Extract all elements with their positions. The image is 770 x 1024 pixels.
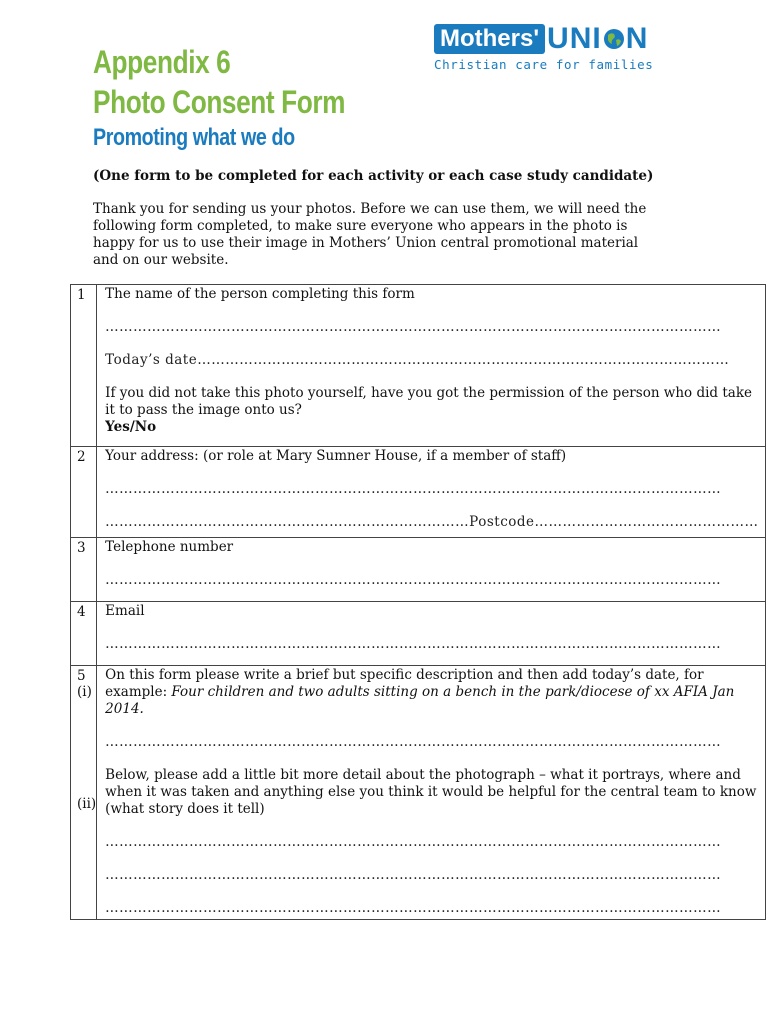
row-content (97, 447, 765, 538)
description-field[interactable]: …………………………………………………………………………………………………………………… (105, 734, 722, 750)
table-row (71, 447, 766, 538)
logo-union-prefix: UNI (547, 22, 602, 55)
date-field[interactable] (105, 352, 758, 369)
address-field[interactable]: …………………………………………………………………………………………………………………… (105, 481, 722, 497)
description-example: Four children and two adults sitting on a bench in the park/diocese of xx AFIA Jan 2014. (105, 684, 735, 717)
consent-form-table (70, 284, 766, 920)
row-number: 3 (71, 538, 97, 602)
date-dots: …………………………………………………………………………………………………… (197, 352, 730, 368)
email-label: Email (105, 603, 145, 619)
row-number-ii: (ii) (77, 796, 97, 812)
form-title: Photo Consent Form (93, 84, 346, 120)
table-row (71, 538, 766, 602)
intro-paragraph: Thank you for sending us your photos. Before we can use them, we will need the following form completed, to make sure everyone who appears in the photo is happy for us to use their image in Mothers’ Union central promotional material and on our website. (93, 201, 647, 268)
postcode-label: Postcode (469, 514, 535, 530)
row-content (97, 538, 765, 602)
name-label: The name of the person completing this form (105, 286, 415, 302)
logo-union-text (547, 24, 648, 54)
detail-instructions: Below, please add a little bit more detail about the photograph – what it portrays, where and when it was taken and anything else you think it would be helpful for the central team to know (what story does it tell) (105, 767, 757, 817)
table-row (71, 285, 766, 447)
appendix-heading: Appendix 6 (93, 44, 231, 80)
permission-question: If you did not take this photo yourself, have you got the permission of the person who did take it to pass the image onto us? (105, 385, 753, 418)
email-field[interactable]: …………………………………………………………………………………………………………………… (105, 636, 722, 652)
description-text: On this form please write a brief but specific description and then add today’s date, for example: (105, 667, 704, 700)
logo-union-suffix: N (625, 22, 649, 55)
logo-tagline: Christian care for families (434, 57, 654, 72)
address-line-dots: …………………………………………………………………… (105, 514, 470, 530)
row-number (71, 666, 97, 920)
yes-no-answer[interactable]: Yes/No (105, 419, 157, 435)
description-instructions (105, 667, 758, 718)
telephone-field[interactable]: …………………………………………………………………………………………………………………… (105, 572, 722, 588)
row-number: 2 (71, 447, 97, 538)
logo-wordmark (434, 24, 648, 54)
row-number-i: 5 (i) (77, 668, 92, 700)
form-note: (One form to be completed for each activity or each case study candidate) (93, 168, 654, 184)
table-row (71, 666, 766, 920)
name-field[interactable]: …………………………………………………………………………………………………………………… (105, 319, 722, 335)
logo-mothers-text: Mothers' (434, 24, 545, 54)
table-row (71, 602, 766, 666)
row-number: 1 (71, 285, 97, 447)
date-label: Today’s date (105, 352, 198, 368)
globe-icon (603, 28, 625, 50)
detail-field-2[interactable]: …………………………………………………………………………………………………………………… (105, 867, 722, 883)
mothers-union-logo (434, 24, 674, 76)
form-subtitle: Promoting what we do (93, 124, 295, 151)
detail-field-3[interactable]: …………………………………………………………………………………………………………………… (105, 900, 722, 916)
row-content (97, 666, 765, 920)
telephone-label: Telephone number (105, 539, 234, 555)
row-content (97, 602, 765, 666)
postcode-dots: ………………………………………… (534, 514, 759, 530)
address-label: Your address: (or role at Mary Sumner House, if a member of staff) (105, 448, 567, 464)
row-number: 4 (71, 602, 97, 666)
address-postcode-field[interactable] (105, 514, 758, 531)
row-content (97, 285, 765, 447)
detail-field-1[interactable]: …………………………………………………………………………………………………………………… (105, 834, 722, 850)
